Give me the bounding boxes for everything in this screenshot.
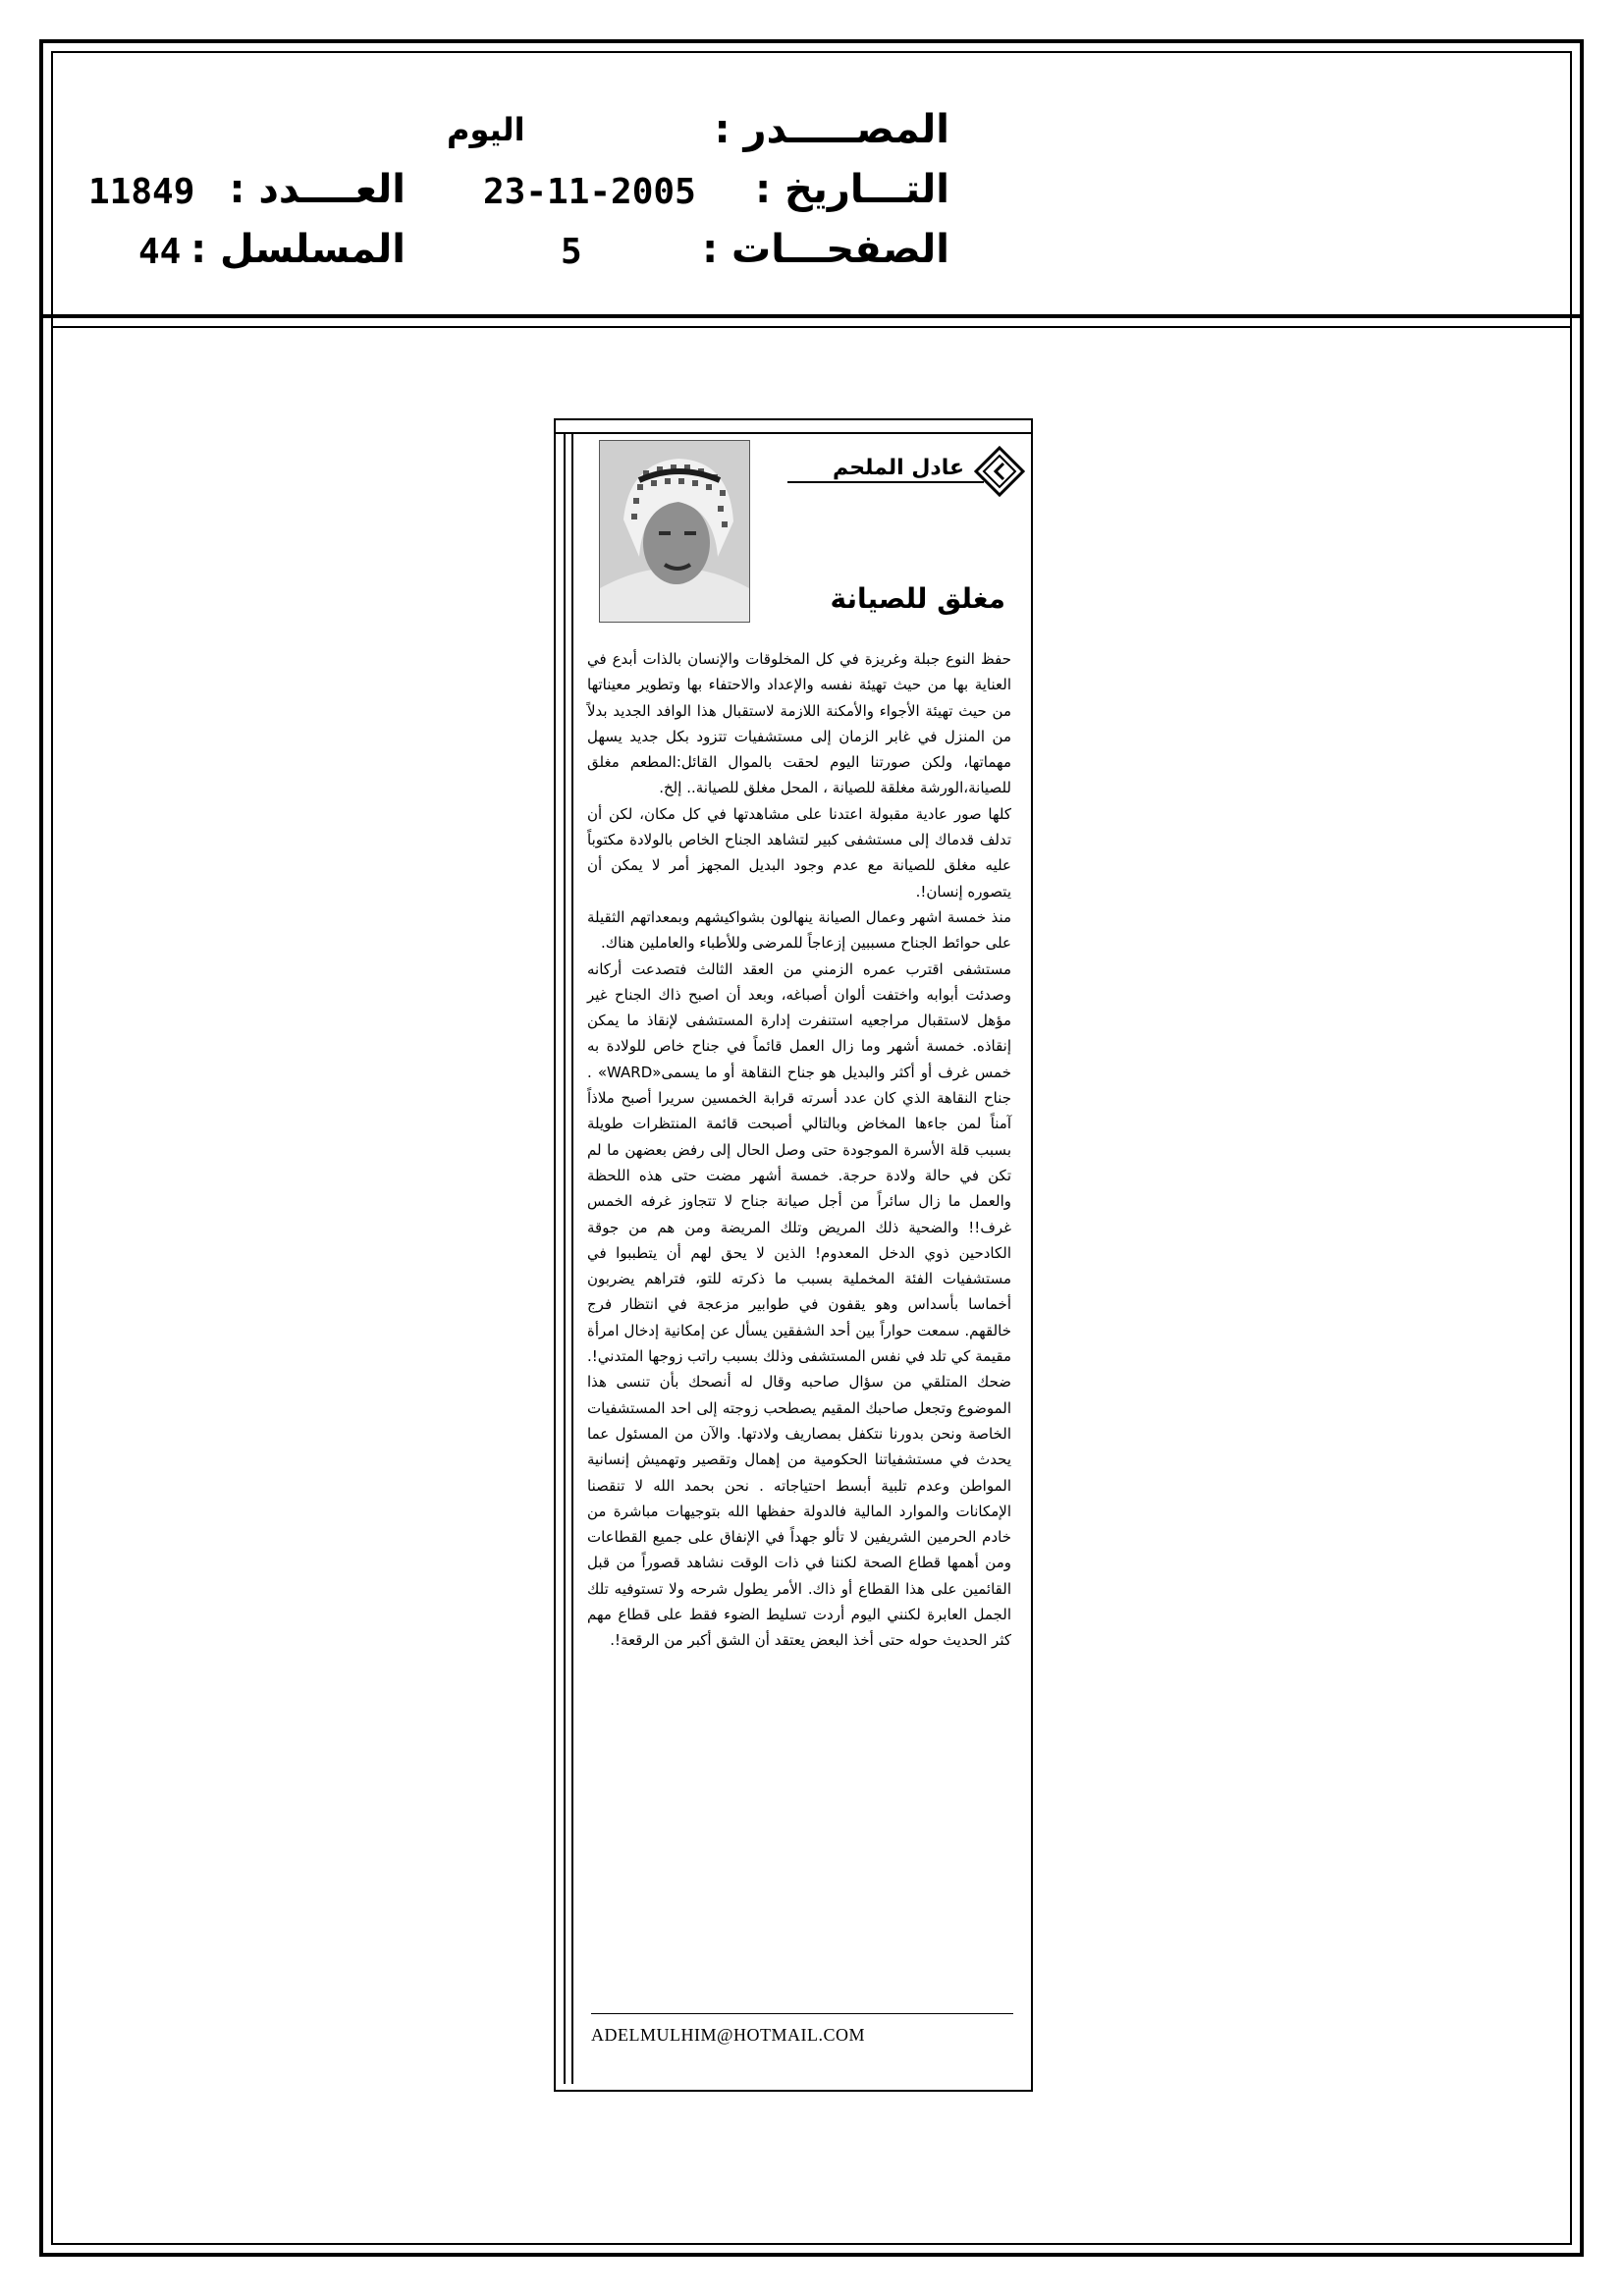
article-paragraph: مستشفى اقترب عمره الزمني من العقد الثالث فتصدعت أركانه وصدئت أبوابه واختفت ألوان أصباغه، وبعد أن اصبح ذاك الجناح غير مؤهل لاستقبال مراجعيه استنفرت إدارة المستشفى لإنقاذ ما يمكن إنقاذه. خمسة أشهر وما زال العمل قائماً في جناح خاص للولادة به خمس غرف أو أكثر والبديل هو جناح النقاهة أو ما يسمى«WARD» . جناح النقاهة الذي كان عدد أسرته قرابة الخمسين سريرا أصبح ملاذاً آمناً لمن جاءها المخاض وبالتالي أصبحت قائمة المنتظرات طويلة بسبب قلة الأسرة الموجودة حتى وصل الحال إلى رفض بعضهن ما لم تكن في حالة ولادة حرجة. خمسة أشهر مضت حتى هذه اللحظة والعمل ما زال سائراً من أجل صيانة جناح لا تتجاوز غرفه الخمس غرف!! والضحية ذلك المريض وتلك المريضة ومن هم من جوقة الكادحين ذوي الدخل المعدوم! الذين لا يحق لهم أن يتطببوا في مستشفيات الفئة المخملية بسبب ما ذكرته للتو، فتراهم يضربون أخماسا بأسداس وهو يقفون في طوابير مزعجة في انتظار فرج خالقهم. سمعت حواراً بين أحد الشفقين يسأل عن إمكانية إدخال امرأة مقيمة كي تلد في نفس المستشفى وذلك بسبب راتب زوجها المتدني!. ضحك المتلقي من سؤال صاحبه وقال له أنصحك بأن تنسى هذا الموضوع وتجعل صاحبك المقيم يصطحب زوجته إلى احد المستشفيات الخاصة ونحن بدورنا نتكفل بمصاريف ولادتها. والآن من المسئول عما يحدث في مستشفياتنا الحكومية من إهمال وتقصير وتهميش إنسانية المواطن وعدم تلبية أبسط احتياجاته . نحن بحمد الله لا تنقصنا الإمكانات والموارد المالية فالدولة حفظها الله بتوجيهات مباشرة من خادم الحرمين الشريفين لا تألو جهداً في الإنفاق على جميع القطاعات ومن أهمها قطاع الصحة لكننا في ذات الوقت نشاهد قصوراً من قبل القائمين على هذا القطاع أو ذاك. الأمر يطول شرحه ولا تستوفيه تلك الجمل العابرة لكنني اليوم أردت تسليط الضوء فقط على قطاع مهم كثر الحديث حوله حتى أخذ البعض يعتقد أن الشق أكبر من الرقعة!. xyxy=(587,959,1012,1650)
article-paragraph: منذ خمسة اشهر وعمال الصيانة ينهالون بشواكيشهم وبمعداتهم الثقيلة على حوائط الجناح مسببين إزعاجاً للمرضى وللأطباء والعاملين هناك. xyxy=(587,907,1011,953)
newspaper-clipping xyxy=(554,418,1033,2092)
source-value: اليوم xyxy=(447,111,525,148)
article-title: مغلق للصيانة xyxy=(830,582,1005,615)
article-paragraph: حفظ النوع جبلة وغريزة في كل المخلوقات والإنسان بالذات أبدع في العناية بها من حيث تهيئة نفسه والإعداد والاحتفاء بها وتطوير معيناتها من حيث تهيئة الأجواء والأمكنة اللازمة لاستقبال هذا الوافد الجديد بدلاً من المنزل في غابر الزمان إلى مستشفيات تتزود بكل جديد يسهل مهماتها، ولكن صورتنا اليوم لحقت بالموال القائل:المطعم مغلق للصيانة،الورشة مغلقة للصيانة ، المحل مغلق للصيانة.. إلخ. xyxy=(587,650,1011,797)
date-value: 23-11-2005 xyxy=(483,172,696,212)
clipping-top-bar xyxy=(556,420,1031,434)
serial-label: المسلسل : xyxy=(190,227,406,272)
author-photo xyxy=(599,440,750,623)
serial-value: 44 xyxy=(138,232,182,272)
article-paragraph: كلها صور عادية مقبولة اعتدنا على مشاهدتها في كل مكان، لكن أن تدلف قدماك إلى مستشفى كبير لتشاهد الجناح الخاص بالولادة مكتوباً عليه مغلق للصيانة مع عدم وجود البديل المجهز أمر لا يمكن أن يتصوره إنسان!. xyxy=(587,804,1011,901)
email-divider xyxy=(591,2013,1013,2014)
source-label: المصـــــدر : xyxy=(714,107,949,152)
pages-label: الصفحـــات : xyxy=(702,227,949,272)
column-emblem-icon xyxy=(974,446,1025,497)
author-name: عادل الملحم xyxy=(833,456,964,480)
issue-label: العــــدد : xyxy=(229,167,406,212)
author-email: ADELMULHIM@HOTMAIL.COM xyxy=(591,2025,866,2045)
header-divider-inner xyxy=(51,326,1572,328)
header-divider xyxy=(39,314,1584,318)
pages-value: 5 xyxy=(561,232,582,272)
clipping-side-bar xyxy=(564,434,573,2084)
author-portrait-image xyxy=(600,441,749,622)
date-label: التـــاريخ : xyxy=(755,167,949,212)
issue-value: 11849 xyxy=(88,172,195,212)
article-body xyxy=(587,646,1011,1654)
